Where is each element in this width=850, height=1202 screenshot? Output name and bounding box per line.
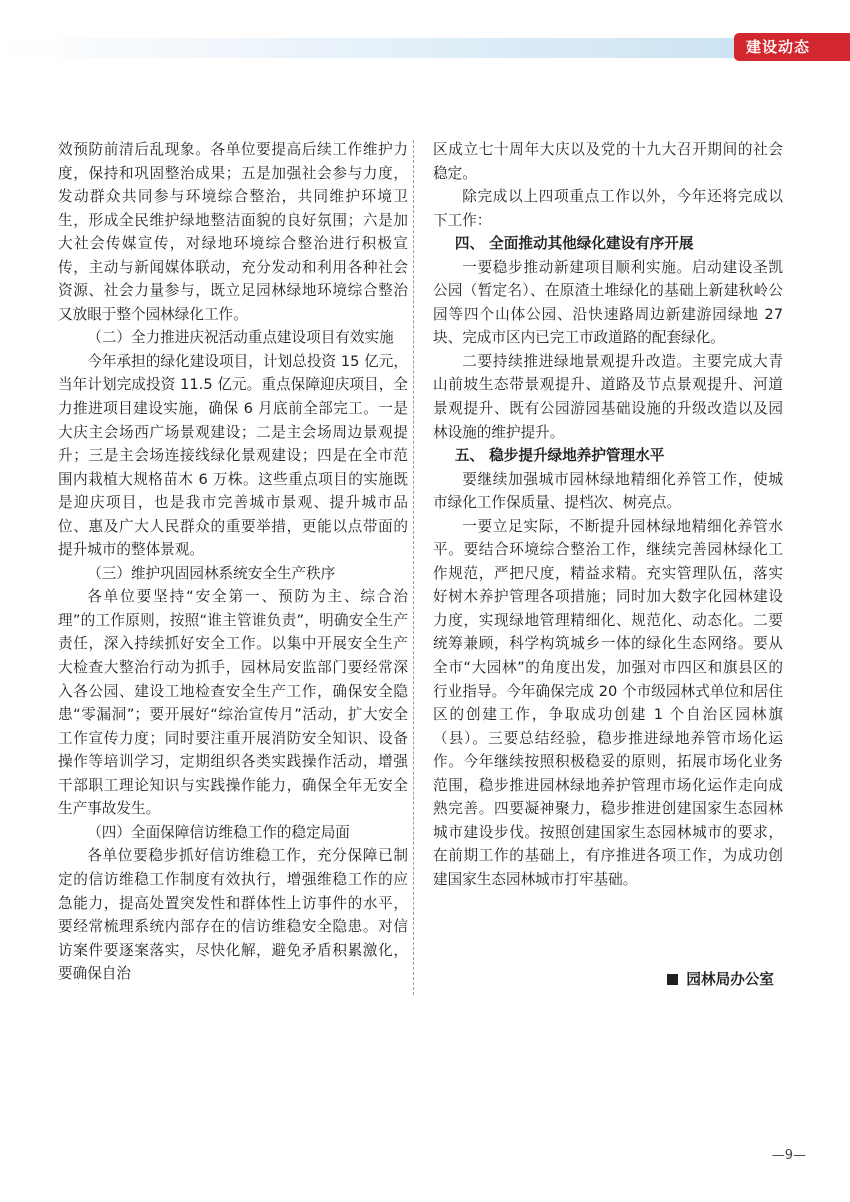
left-column: [58, 138, 408, 986]
section-title: 建设动态: [746, 38, 811, 56]
paragraph: （四）全面保障信访维稳工作的稳定局面: [87, 823, 350, 841]
column-divider: [413, 140, 414, 995]
paragraph: （二）全力推进庆祝活动重点建设项目有效实施: [87, 329, 394, 347]
author-name: 园林局办公室: [686, 971, 774, 988]
paragraph: 要继续加强城市园林绿地精细化养管工作，使城市绿化工作保质量、提档次、树亮点。: [433, 470, 783, 512]
paragraph: 除完成以上四项重点工作以外，今年还将完成以下工作：: [433, 188, 783, 229]
paragraph: 区成立七十周年大庆以及党的十九大召开期间的社会稳定。: [433, 141, 783, 182]
section-heading: 五、 稳步提升绿地养护管理水平: [454, 447, 665, 465]
author-line: [667, 968, 774, 989]
paragraph: （三）维护巩固园林系统安全生产秩序: [87, 564, 336, 582]
square-bullet-icon: [667, 974, 678, 985]
right-column: [433, 138, 783, 892]
paragraph: 各单位要坚持“安全第一、预防为主、综合治理”的工作原则，按照“谁主管谁负责”，明确安全生产责任，深入持续抓好安全工作。以集中开展安全生产大检查大整治行动为抓手，园林局安监部门要经常深入各公园、建设工地检查安全生产工作，确保安全隐患“零漏洞”；要开展好“综治宣传月”活动，扩大安全工作宣传力度；同时要注重开展消防安全知识、设备操作等培训学习，定期组织各类实践操作活动，增强干部职工理论知识与实践操作能力，确保全年无安全生产事故发生。: [58, 588, 408, 818]
header-band: [0, 38, 850, 58]
paragraph: 二要持续推进绿地景观提升改造。主要完成大青山前坡生态带景观提升、道路及节点景观提升、河道景观提升、既有公园游园基础设施的升级改造以及园林设施的维护提升。: [433, 352, 783, 441]
paragraph: 今年承担的绿化建设项目，计划总投资 15 亿元，当年计划完成投资 11.5 亿元。重点保障迎庆项目，全力推进项目建设实施，确保 6 月底前全部完工。一是大庆主会场西广场景观建设；二是主会场周边景观提升；三是主会场连接线绿化景观建设；四是在全市范围内栽植大规格苗木 6 万株。这些重点项目的实施既是迎庆项目，也是我市完善城市景观、提升城市品位、惠及广大人民群众的重要举措，更能以点带面的提升城市的整体景观。: [58, 352, 408, 559]
paragraph: 一要立足实际，不断提升园林绿地精细化养管水平。要结合环境综合整治工作，继续完善园林绿化工作规范，严把尺度，精益求精。充实管理队伍，落实好树木养护管理各项措施；同时加大数字化园林建设力度，实现绿地管理精细化、规范化、动态化。二要统筹兼顾，科学构筑城乡一体的绿化生态网络。要从全市“大园林”的角度出发，加强对市四区和旗县区的行业指导。今年确保完成 20 个市级园林式单位和居住区的创建工作，争取成功创建 1 个自治区园林旗（县）。三要总结经验，稳步推进绿地养管市场化运作。今年继续按照积极稳妥的原则，拓展市场化业务范围，稳步推进园林绿地养护管理市场化运作走向成熟完善。四要凝神聚力，稳步推进创建国家生态园林城市建设步伐。按照创建国家生态园林城市的要求，在前期工作的基础上，有序推进各项工作，为成功创建国家生态园林城市打牢基础。: [433, 517, 783, 888]
section-heading: 四、 全面推动其他绿化建设有序开展: [454, 235, 694, 253]
page-number: —9—: [771, 1148, 806, 1163]
paragraph: 各单位要稳步抓好信访维稳工作，充分保障已制定的信访维稳工作制度有效执行，增强维稳工作的应急能力，提高处置突发性和群体性上访事件的水平，要经常梳理系统内部存在的信访维稳安全隐患。对信访案件要逐案落实，尽快化解，避免矛盾积累激化，要确保自治: [58, 847, 408, 983]
paragraph: 一要稳步推动新建项目顺利实施。启动建设圣凯公园（暂定名）、在原渣土堆绿化的基础上新建秋岭公园等四个山体公园、沿快速路周边新建游园绿地 27 块、完成市区内已完工市政道路的配套绿化。: [433, 258, 783, 347]
paragraph: 效预防前清后乱现象。各单位要提高后续工作维护力度，保持和巩固整治成果；五是加强社会参与力度，发动群众共同参与环境综合整治，共同维护环境卫生，形成全民维护绿地整洁面貌的良好氛围；六是加大社会传媒宣传，对绿地环境综合整治进行积极宣传，主动与新闻媒体联动，充分发动和利用各种社会资源、社会力量参与，既立足园林绿地环境综合整治又放眼于整个园林绿化工作。: [58, 141, 408, 323]
